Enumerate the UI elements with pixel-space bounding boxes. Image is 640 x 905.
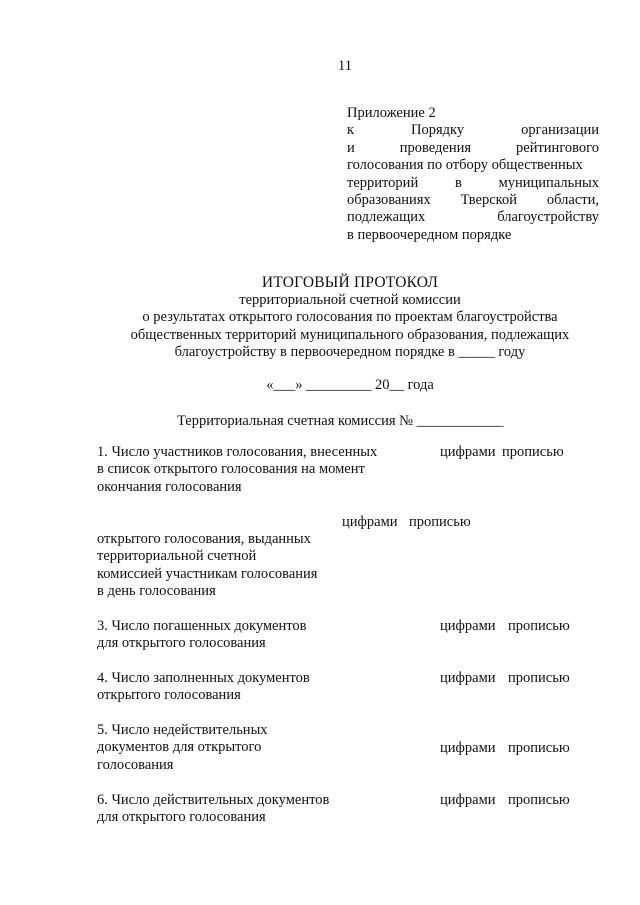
protocol-item-4 — [97, 670, 310, 705]
column-label-words: прописью — [502, 444, 564, 460]
appendix-line: подлежащих благоустройству — [347, 209, 599, 226]
column-label-words: прописью — [508, 618, 570, 634]
appendix-header — [347, 105, 599, 244]
title-line: о результатах открытого голосования по проектам благоустройства — [142, 309, 558, 325]
protocol-item-1 — [97, 444, 377, 496]
column-label-words: прописью — [508, 740, 570, 756]
commission-number-line: Территориальная счетная комиссия № ____________ — [177, 413, 504, 429]
item-text-line: для открытого голосования — [97, 809, 266, 826]
document-title: ИТОГОВЫЙ ПРОТОКОЛ — [261, 274, 439, 291]
item-text-line: документов для открытого — [97, 739, 262, 756]
item-text-line: открытого голосования — [97, 687, 241, 704]
protocol-item-5 — [97, 722, 268, 774]
column-label-digits: цифрами — [440, 670, 496, 686]
document-title-block — [100, 274, 600, 362]
item-text-line: комиссией участникам голосования — [97, 565, 318, 582]
item-text-line: 4. Число заполненных документов — [97, 670, 310, 686]
item-text-line: голосования — [97, 756, 174, 773]
column-label-digits: цифрами — [342, 514, 398, 530]
appendix-line: к Порядку организации — [347, 122, 599, 139]
column-label-digits: цифрами — [440, 444, 496, 460]
date-line: «___» _________ 20__ года — [266, 377, 434, 393]
column-label-words: прописью — [508, 670, 570, 686]
item-text-line: в список открытого голосования на момент — [97, 461, 365, 478]
appendix-line: и проведения рейтингового — [347, 139, 599, 156]
column-label-digits: цифрами — [440, 740, 496, 756]
item-text-line: в день голосования — [97, 583, 216, 600]
appendix-line: территорий в муниципальных — [347, 174, 599, 191]
title-line: благоустройству в первоочередном порядке в _____ году — [174, 344, 526, 360]
appendix-line: образованиях Тверской области, — [347, 191, 599, 208]
protocol-item-6 — [97, 792, 329, 827]
protocol-item-2 — [97, 531, 317, 601]
appendix-line: голосования по отбору общественных — [347, 157, 583, 174]
item-text-line: 3. Число погашенных документов — [97, 618, 307, 634]
item-text-line: 5. Число недействительных — [97, 722, 268, 738]
column-label-digits: цифрами — [440, 618, 496, 634]
title-line: территориальной счетной комиссии — [239, 291, 461, 308]
item-text-line: территориальной счетной — [97, 548, 257, 565]
column-label-words: прописью — [409, 514, 471, 530]
item-text-line: для открытого голосования — [97, 635, 266, 652]
column-label-digits: цифрами — [440, 792, 496, 808]
protocol-item-3 — [97, 618, 307, 653]
column-label-words: прописью — [508, 792, 570, 808]
item-text-line: 6. Число действительных документов — [97, 792, 330, 808]
appendix-line: в первоочередном порядке — [347, 226, 512, 243]
item-text-line: 1. Число участников голосования, внесенных — [97, 444, 378, 460]
title-line: общественных территорий муниципального образования, подлежащих — [130, 326, 570, 343]
page-number: 11 — [338, 58, 352, 74]
appendix-title: Приложение 2 — [347, 105, 436, 121]
item-text-line: открытого голосования, выданных — [97, 531, 311, 547]
item-text-line: окончания голосования — [97, 478, 242, 495]
